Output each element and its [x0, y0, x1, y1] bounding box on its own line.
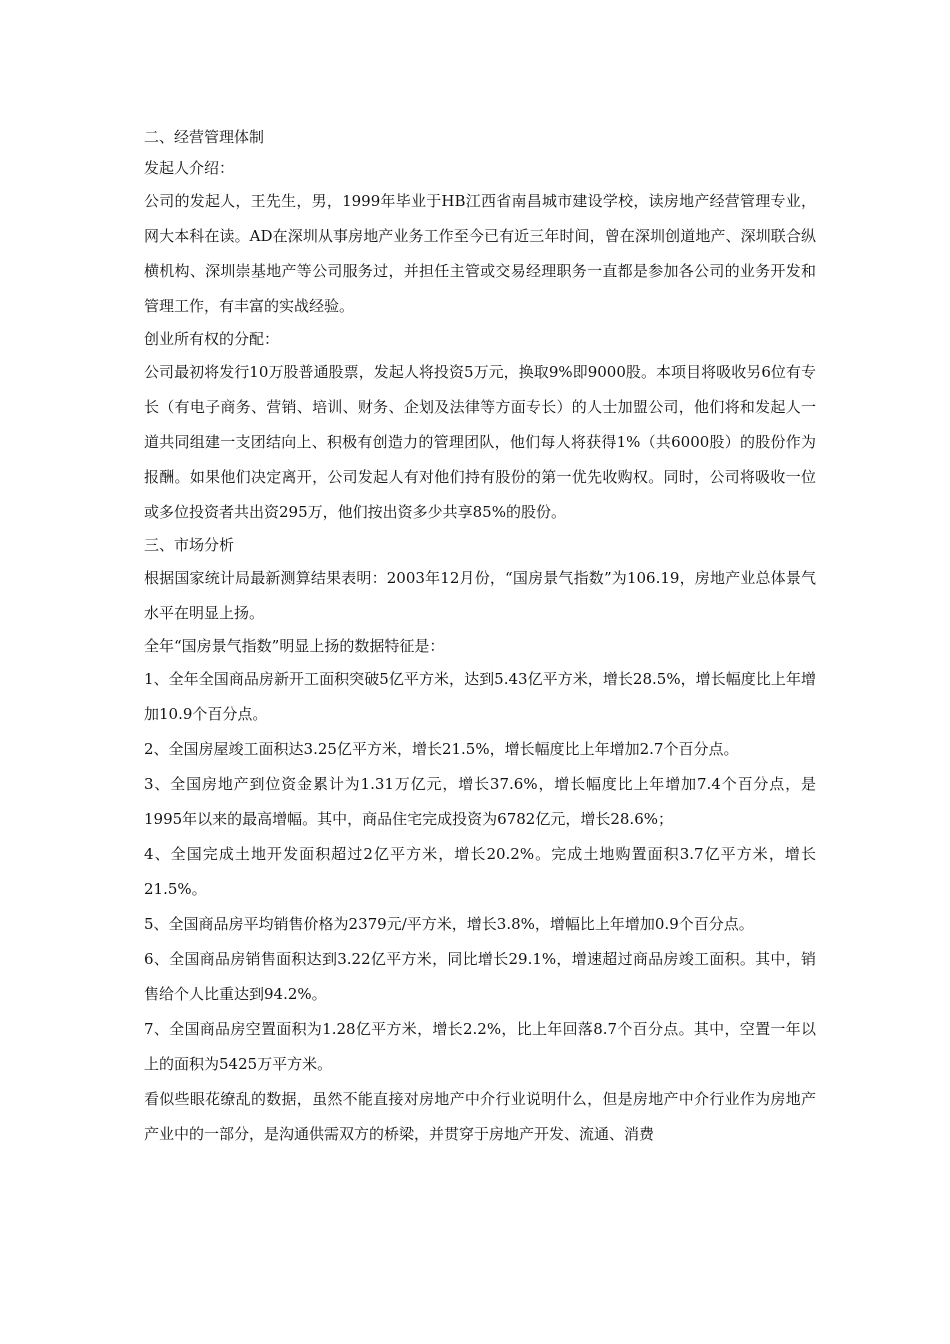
data-item-2: 2、全国房屋竣工面积达3.25亿平方米，增长21.5%，增长幅度比上年增加2.7个百分点。 — [144, 740, 739, 758]
data-features-heading: 全年“国房景气指数”明显上扬的数据特征是： — [144, 637, 445, 655]
data-item-4: 4、全国完成土地开发面积超过2亿平方米，增长20.2%。完成土地购置面积3.7亿平方米，增长21.5%。 — [144, 845, 816, 898]
data-item-1: 1、全年全国商品房新开工面积突破5亿平方米，达到5.43亿平方米，增长28.5%，增长幅度比上年增加10.9个百分点。 — [144, 670, 816, 723]
document-body — [144, 122, 816, 1152]
data-item-7: 7、全国商品房空置面积为1.28亿平方米，增长2.2%，比上年回落8.7个百分点。其中，空置一年以上的面积为5425万平方米。 — [144, 1020, 816, 1073]
founder-intro-heading: 发起人介绍： — [144, 159, 235, 177]
data-item-3: 3、全国房地产到位资金累计为1.31万亿元，增长37.6%，增长幅度比上年增加7.4个百分点，是1995年以来的最高增幅。其中，商品住宅完成投资为6782亿元，增长28.6%； — [144, 775, 816, 828]
conclusion-paragraph: 看似些眼花缭乱的数据，虽然不能直接对房地产中介行业说明什么，但是房地产中介行业作为房地产产业中的一部分，是沟通供需双方的桥梁，并贯穿于房地产开发、流通、消费 — [144, 1090, 816, 1143]
founder-intro-paragraph: 公司的发起人，王先生，男，1999年毕业于HB江西省南昌城市建设学校，读房地产经营管理专业，网大本科在读。AD在深圳从事房地产业务工作至今已有近三年时间，曾在深圳创道地产、深圳联合纵横机构、深圳崇基地产等公司服务过，并担任主管或交易经理职务一直都是参加各公司的业务开发和管理工作，有丰富的实战经验。 — [144, 192, 816, 315]
data-item-5: 5、全国商品房平均销售价格为2379元/平方米，增长3.8%，增幅比上年增加0.9个百分点。 — [144, 915, 754, 933]
ownership-paragraph: 公司最初将发行10万股普通股票，发起人将投资5万元，换取9%即9000股。本项目将吸收另6位有专长（有电子商务、营销、培训、财务、企划及法律等方面专长）的人士加盟公司，他们将和发起人一道共同组建一支团结向上、积极有创造力的管理团队，他们每人将获得1%（共6000股）的股份作为报酬。如果他们决定离开，公司发起人有对他们持有股份的第一优先收购权。同时，公司将吸收一位或多位投资者共出资295万，他们按出资多少共享85%的股份。 — [144, 363, 816, 521]
data-item-6: 6、全国商品房销售面积达到3.22亿平方米，同比增长29.1%，增速超过商品房竣工面积。其中，销售给个人比重达到94.2%。 — [144, 950, 816, 1003]
market-intro-paragraph: 根据国家统计局最新测算结果表明：2003年12月份，“国房景气指数”为106.19，房地产业总体景气水平在明显上扬。 — [144, 569, 816, 622]
section-heading-management: 二、经营管理体制 — [144, 128, 265, 146]
section-heading-market: 三、市场分析 — [144, 536, 235, 554]
ownership-heading: 创业所有权的分配： — [144, 330, 280, 348]
